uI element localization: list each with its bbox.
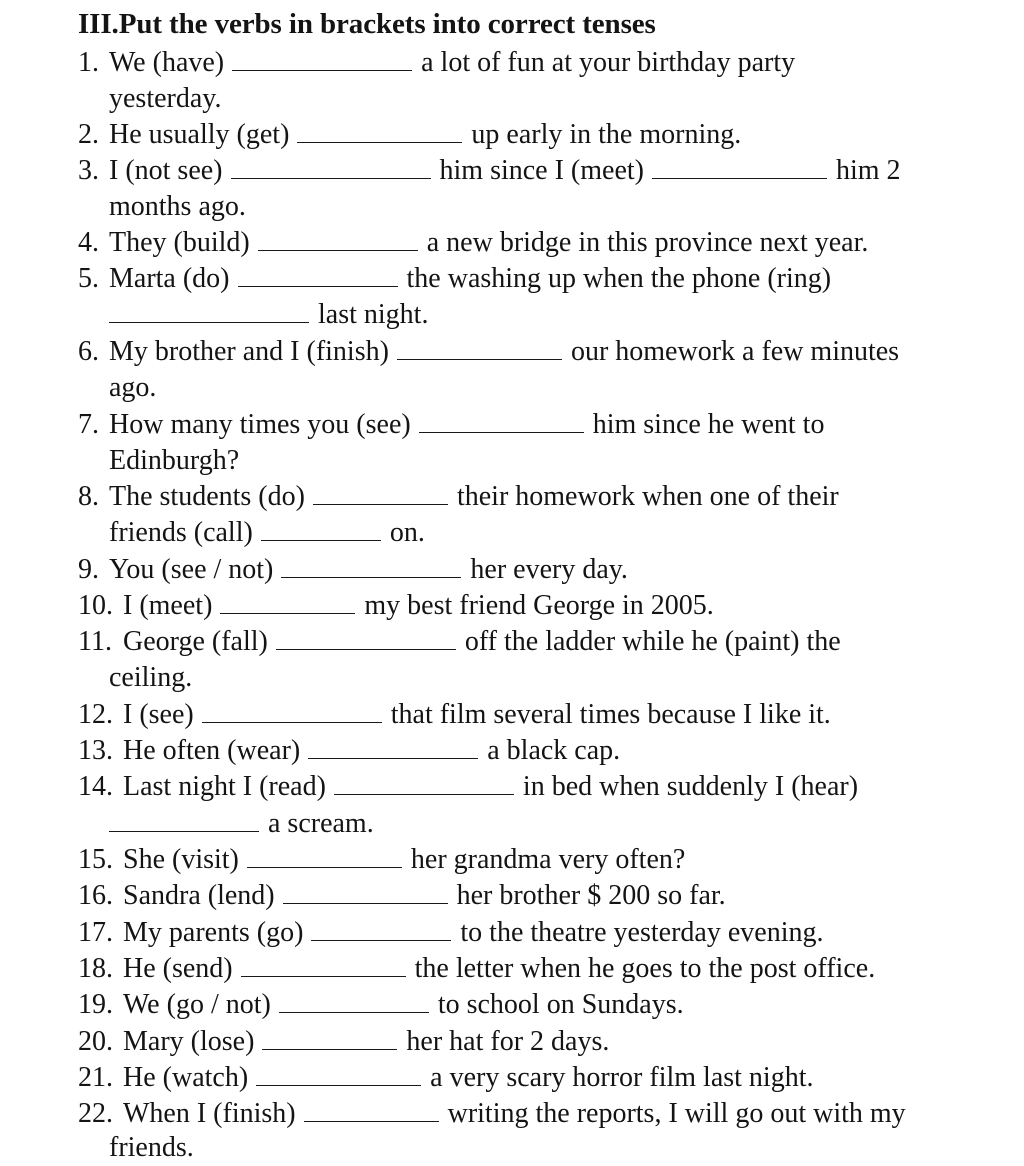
item-text: a new bridge in this province next year. [426, 227, 869, 258]
item-number: 1. [78, 47, 99, 78]
answer-blank[interactable] [241, 954, 406, 977]
answer-blank[interactable] [281, 555, 461, 578]
item-number: 7. [78, 409, 99, 440]
answer-blank[interactable] [313, 482, 448, 505]
item-number: 21. [78, 1062, 113, 1093]
answer-blank[interactable] [109, 300, 309, 323]
item-7 [78, 407, 824, 443]
item-7-continued [109, 443, 239, 479]
item-text: her grandma very often? [410, 844, 686, 875]
item-15 [78, 842, 685, 878]
item-text: yesterday. [109, 83, 222, 114]
item-text: on. [389, 517, 425, 548]
answer-blank[interactable] [297, 120, 462, 143]
item-text: Edinburgh? [109, 445, 240, 476]
item-prompt: Mary (lose) [123, 1026, 255, 1057]
item-prompt: Last night I (read) [123, 771, 326, 802]
item-17 [78, 915, 823, 951]
item-number: 4. [78, 227, 99, 258]
item-number: 6. [78, 336, 99, 367]
item-prompt: You (see / not) [109, 554, 274, 585]
item-text: off the ladder while he (paint) the [464, 626, 841, 657]
item-prompt: My brother and I (finish) [109, 336, 389, 367]
item-text: their homework when one of their [456, 481, 839, 512]
item-22-continued [109, 1130, 194, 1166]
item-3 [78, 153, 901, 189]
answer-blank[interactable] [247, 845, 402, 868]
item-number: 17. [78, 917, 113, 948]
answer-blank[interactable] [261, 518, 381, 541]
item-11 [78, 624, 841, 660]
item-number: 20. [78, 1026, 113, 1057]
item-text: the letter when he goes to the post office. [414, 953, 876, 984]
answer-blank[interactable] [231, 156, 431, 179]
item-text: her brother $ 200 so far. [456, 880, 726, 911]
answer-blank[interactable] [304, 1099, 439, 1122]
answer-blank[interactable] [256, 1063, 421, 1086]
item-number: 11. [78, 626, 112, 657]
item-text: our homework a few minutes [570, 336, 900, 367]
item-19 [78, 987, 684, 1023]
item-number: 13. [78, 735, 113, 766]
item-11-continued [109, 660, 192, 696]
answer-blank[interactable] [334, 772, 514, 795]
item-prompt: The students (do) [109, 481, 305, 512]
answer-blank[interactable] [283, 881, 448, 904]
item-text: ceiling. [109, 662, 193, 693]
item-text: writing the reports, I will go out with my [447, 1098, 906, 1129]
item-1-continued [109, 81, 221, 117]
item-text: ago. [109, 372, 157, 403]
item-text: him since he went to [592, 409, 825, 440]
item-prompt: My parents (go) [123, 917, 304, 948]
item-text: a very scary horror film last night. [430, 1062, 814, 1093]
item-16 [78, 878, 726, 914]
item-14 [78, 769, 858, 805]
item-prompt: He (watch) [123, 1062, 249, 1093]
item-prompt: How many times you (see) [109, 409, 411, 440]
item-8-continued [109, 515, 425, 551]
item-prompt: We (have) [109, 47, 225, 78]
item-text: a lot of fun at your birthday party [421, 47, 796, 78]
item-22 [78, 1096, 906, 1132]
item-2 [78, 117, 741, 153]
item-text: to school on Sundays. [437, 989, 684, 1020]
item-text: him since I (meet) [439, 155, 644, 186]
answer-blank[interactable] [311, 918, 451, 941]
item-prompt: She (visit) [123, 844, 239, 875]
item-prompt: Sandra (lend) [123, 880, 275, 911]
item-1 [78, 45, 795, 81]
item-3-continued [109, 189, 246, 225]
item-text: the washing up when the phone (ring) [406, 263, 832, 294]
item-prompt: George (fall) [123, 626, 268, 657]
item-text: my best friend George in 2005. [364, 590, 714, 621]
answer-blank[interactable] [109, 809, 259, 832]
item-prompt: Marta (do) [109, 263, 230, 294]
item-prompt: He often (wear) [123, 735, 301, 766]
item-text: friends. [109, 1132, 194, 1163]
item-number: 15. [78, 844, 113, 875]
item-prompt: I (see) [123, 699, 194, 730]
answer-blank[interactable] [202, 700, 382, 723]
item-prompt: We (go / not) [123, 989, 271, 1020]
item-number: 8. [78, 481, 99, 512]
answer-blank[interactable] [220, 591, 355, 614]
item-text: last night. [318, 299, 429, 330]
item-6-continued [109, 370, 156, 406]
item-8 [78, 479, 839, 515]
item-5-continued [109, 297, 428, 333]
item-text: months ago. [109, 191, 246, 222]
item-6 [78, 334, 899, 370]
answer-blank[interactable] [276, 627, 456, 650]
item-text: up early in the morning. [471, 119, 742, 150]
item-5 [78, 261, 831, 297]
item-number: 2. [78, 119, 99, 150]
item-prompt: He usually (get) [109, 119, 290, 150]
item-number: 3. [78, 155, 99, 186]
item-text: that film several times because I like it. [390, 699, 831, 730]
item-text: to the theatre yesterday evening. [460, 917, 824, 948]
answer-blank[interactable] [279, 990, 429, 1013]
item-number: 22. [78, 1098, 113, 1129]
item-number: 19. [78, 989, 113, 1020]
item-text: a black cap. [487, 735, 621, 766]
item-text: in bed when suddenly I (hear) [522, 771, 859, 802]
item-number: 14. [78, 771, 113, 802]
item-18 [78, 951, 875, 987]
answer-blank[interactable] [238, 264, 398, 287]
answer-blank[interactable] [308, 736, 478, 759]
answer-blank[interactable] [419, 410, 584, 433]
item-text: friends (call) [109, 517, 253, 548]
answer-blank[interactable] [232, 48, 412, 71]
item-21 [78, 1060, 814, 1096]
item-prompt: I (not see) [109, 155, 223, 186]
item-14-continued [109, 806, 374, 842]
item-number: 16. [78, 880, 113, 911]
answer-blank[interactable] [652, 156, 827, 179]
item-number: 12. [78, 699, 113, 730]
item-text: her every day. [470, 554, 628, 585]
item-number: 9. [78, 554, 99, 585]
item-12 [78, 697, 831, 733]
item-prompt: He (send) [123, 953, 233, 984]
exercise-heading: III.Put the verbs in brackets into correct tenses [78, 8, 656, 40]
item-text: him 2 [836, 155, 901, 186]
item-20 [78, 1024, 609, 1060]
answer-blank[interactable] [258, 228, 418, 251]
item-9 [78, 552, 628, 588]
item-number: 10. [78, 590, 113, 621]
item-13 [78, 733, 620, 769]
item-4 [78, 225, 868, 261]
item-10 [78, 588, 714, 624]
item-number: 18. [78, 953, 113, 984]
item-number: 5. [78, 263, 99, 294]
answer-blank[interactable] [262, 1027, 397, 1050]
item-prompt: I (meet) [123, 590, 213, 621]
answer-blank[interactable] [397, 337, 562, 360]
item-text: a scream. [268, 808, 374, 839]
item-text: her hat for 2 days. [406, 1026, 610, 1057]
item-prompt: They (build) [109, 227, 250, 258]
item-prompt: When I (finish) [123, 1098, 296, 1129]
